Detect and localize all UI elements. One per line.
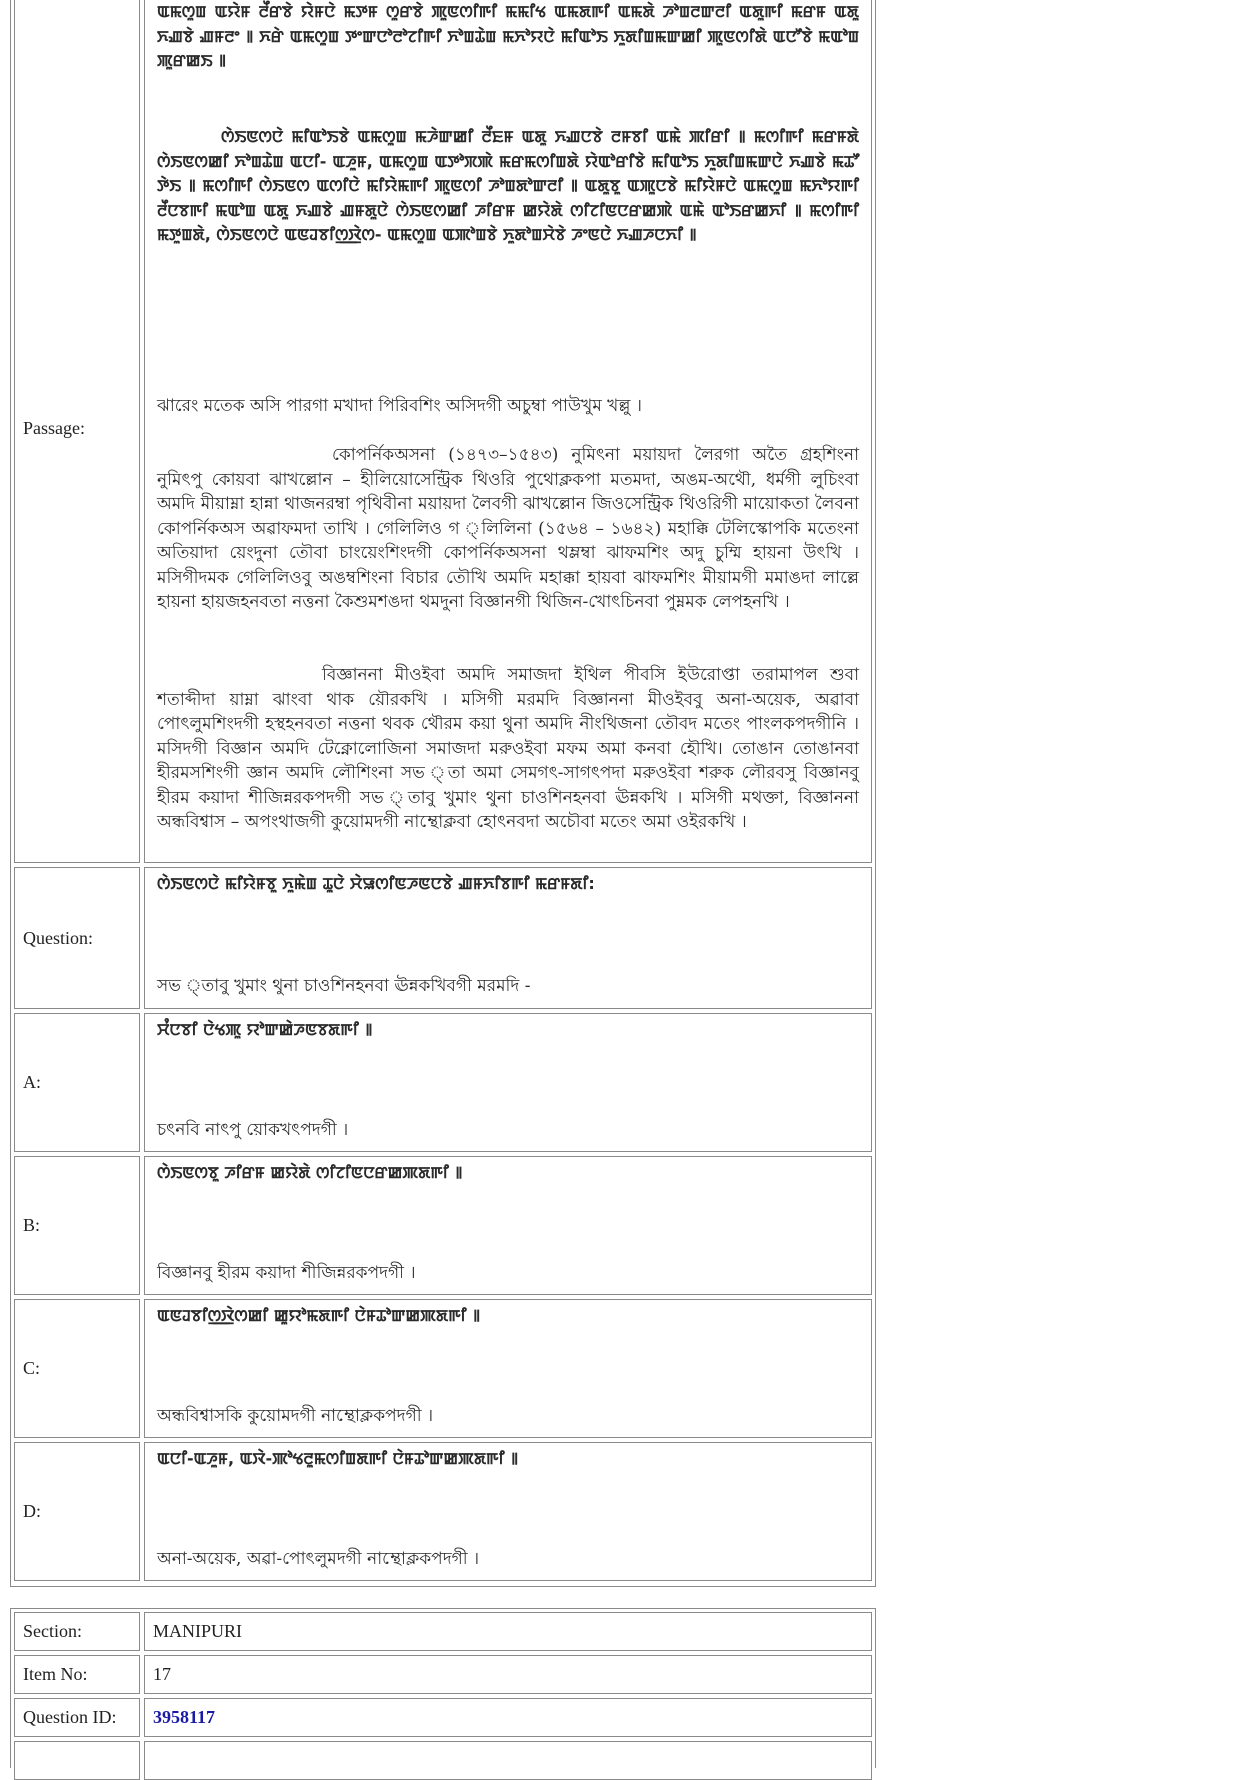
- question-id-row: [14, 1698, 872, 1737]
- question-table: [10, 0, 876, 1587]
- option-c-label: C:: [14, 1299, 140, 1438]
- passage-meetei-paragraph-1: ꯑꯃꯁꯨꯡ ꯑꯌꯥꯝ ꯂꯩꯔꯕꯥ ꯌꯥꯝꯅꯥ ꯃꯇꯝ ꯁꯨꯔꯕꯥ ꯄꯨꯟꯁꯤꯒꯤ ꯃꯃꯤꯠ ꯑꯃꯗꯒꯤ ꯑꯃꯗꯥ ꯍꯣꯡꯂꯛꯂꯤ ꯑꯗꯨꯒꯤ ꯃꯔꯝ ꯑꯗꯨ ꯈꯉꯕꯥ ꯉꯝꯂꯦ ꯫ ꯈꯔꯥ ꯑꯃꯁꯨꯡ ꯇꯦꯛꯅꯣꯂꯣꯖꯤꯒꯤ ꯈꯣꯡꯊꯥꯡ ꯃꯈꯣꯌꯅꯥ ꯃꯤꯑꯣꯏ ꯈꯨꯗꯤꯡꯃꯛꯀꯤ ꯄꯨꯟꯁꯤꯗꯥ ꯑꯅꯧꯕꯥ ꯃꯑꯣꯡ ꯄꯨꯔꯀꯏ ꯫: [157, 2, 859, 70]
- option-row-c: [14, 1299, 872, 1438]
- section-label: Section:: [14, 1612, 140, 1651]
- passage-meetei-paragraph-2: ꯁꯥꯏꯟꯁꯅꯥ ꯃꯤꯑꯣꯏꯕꯥ ꯑꯃꯁꯨꯡ ꯃꯍꯥꯛꯀꯤ ꯂꯩꯐꯝ ꯑꯗꯨ ꯈꯉꯅꯕꯥ ꯂꯝꯕꯤ ꯑꯃꯥ ꯄꯤꯔꯤ ꯫ ꯃꯁꯤꯒꯤ ꯃꯔꯝꯗꯥ ꯁꯥꯏꯟꯁꯀꯤ ꯈꯣꯡꯊꯥꯡ ꯑꯅꯤ- ꯑꯍꯨꯝ, ꯑꯃꯁꯨꯡ ꯑꯇꯣꯞꯄꯥ ꯃꯔꯃꯁꯤꯡꯗꯥ ꯌꯥꯑꯣꯔꯤꯕꯥ ꯃꯤꯑꯣꯏ ꯈꯨꯗꯤꯡꯃꯛꯅꯥ ꯈꯉꯕꯥ ꯃꯊꯧ ꯇꯥꯏ ꯫ ꯃꯁꯤꯒꯤ ꯁꯥꯏꯟꯁ ꯑꯁꯤꯅꯥ ꯃꯤꯌꯥꯃꯒꯤ ꯄꯨꯟꯁꯤ ꯍꯣꯡꯗꯣꯛꯂꯤ ꯫ ꯑꯗꯨꯕꯨ ꯑꯄꯨꯅꯕꯥ ꯃꯤꯌꯥꯝꯅꯥ ꯑꯃꯁꯨꯡ ꯃꯈꯣꯌꯒꯤ ꯂꯩꯅꯕꯒꯤ ꯃꯑꯣꯡ ꯑꯗꯨ ꯈꯉꯕꯥ ꯉꯝꯗꯨꯅꯥ ꯁꯥꯏꯟꯁꯀꯤ ꯍꯤꯔꯝ ꯀꯌꯥꯗꯥ ꯁꯤꯖꯤꯟꯅꯔꯀꯄꯥ ꯑꯃꯥ ꯑꯣꯏꯔꯀꯈꯤ ꯫ ꯃꯁꯤꯒꯤ ꯃꯇꯨꯡꯗꯥ, ꯁꯥꯏꯟꯁꯅꯥ ꯑꯟꯙꯕꯤꯁ꯭ꯋꯥꯁ- ꯑꯃꯁꯨꯡ ꯑꯄꯣꯡꯕꯥ ꯈꯨꯗꯣꯡꯆꯥꯕꯥ ꯍꯦꯟꯅꯥ ꯈꯉꯍꯅꯈꯤ ꯫: [157, 127, 859, 244]
- section-row: [14, 1612, 872, 1651]
- next-row-label: [14, 1741, 140, 1780]
- passage-bengali-paragraph-1: কোপর্নিকঅসনা (১৪৭৩–১৫৪৩) নুমিৎনা ময়ায়দা লৈরগা অতৈ গ্রহশিংনা নুমিৎপু কোয়বা ঝাখল্লোন – হীলিয়োসেন্ট্রিক থিওরি পুথোক্লকপা মতমদা, অঙম-অথৌ, ধর্মগী লুচিংবা অমদি মীয়াম্না হান্না থাজনরম্বা পৃথিবীনা ময়ায়দা লৈবগী ঝাখল্লোন জিওসেন্ট্রিক থিওরিগী মায়োকতা লৈবনা কোপর্নিকঅস অৱাফমদা তাখি । গেলিলিও গ ্লিলিনা (১৫৬৪ – ১৬৪২) মহাক্কি টেলিস্কোপকি মতেংনা অতিয়াদা য়েংদুনা তৌবা চাংয়েংশিংদগী কোপর্নিকঅসনা থম্লম্বা ঝাফমশিং অদু চুম্মি হায়না উৎখি । মসিগীদমক গেলিলিওবু অঙম্বশিংনা বিচার তৌখি অমদি মহাক্কা হায়বা ঝাফমশিং মীয়ামগী মমাঙদা লাল্লে হায়না হায়জহনবতা নত্তনা কৈশুমশঙদা থমদুনা বিজ্ঞানগী থিজিন-খোৎচিনবা পুম্নমক লেপহনখি ।: [157, 445, 859, 612]
- option-row-b: [14, 1156, 872, 1295]
- option-a-meetei-text: ꯆꯪꯅꯕꯤ ꯅꯥꯠꯄꯨ ꯌꯣꯛꯀꯥꯍꯟꯕꯗꯒꯤ ꯫: [157, 1020, 373, 1039]
- next-row-value: [144, 1741, 872, 1780]
- question-id-label: Question ID:: [14, 1698, 140, 1737]
- option-a-bengali-text: চৎনবি নাৎপু য়োকখৎপদগী ।: [157, 1120, 349, 1140]
- item-no-label: Item No:: [14, 1655, 140, 1694]
- question-row: [14, 867, 872, 1009]
- option-a-cell: [144, 1013, 872, 1152]
- item-no-row: [14, 1655, 872, 1694]
- option-d-bengali-text: অনা-অয়েক, অৱা-পোৎলুমদগী নাম্থোক্লকপদগী ।: [157, 1549, 480, 1569]
- question-bengali-text: সভ ্তাবু খুমাং থুনা চাওশিনহনবা ঊন্নকখিবগী মরমদি -: [157, 976, 531, 996]
- option-d-label: D:: [14, 1442, 140, 1581]
- option-row-a: [14, 1013, 872, 1152]
- option-b-cell: [144, 1156, 872, 1295]
- question-id-value: 3958117: [153, 1707, 216, 1727]
- passage-bengali-paragraph-2: বিজ্ঞাননা মীওইবা অমদি সমাজদা ইথিল পীবসি ইউরোপ্তা তরামাপল শুবা শতাব্দীদা য়াম্না ঝাংবা থাক য়ৌরকখি । মসিগী মরমদি বিজ্ঞাননা মীওইববু অনা-অয়েক, অৱাবা পোৎলুমশিংদগী হস্থহনবতা নত্তনা থবক থৌরম কয়া থুনা অমদি নীংথিজনা তৌবদ মতেং পাংলকপদগীনি । মসিদগী বিজ্ঞান অমদি টেক্নোলোজিনা সমাজদা মরুওইবা মফম অমা কনবা হৌখি। তোঙান তোঙানবা হীরমসশিংগী জ্ঞান অমদি লৌশিংনা সভ ্তা অমা সেমগৎ-সাগৎপদা মরুওইবা শরুক লৌরবসু বিজ্ঞানবু হীরম কয়াদা শীজিন্নরকপদগী সভ ্তাবু খুমাং থুনা চাওশিনহনবা ঊন্নকখি । মসিগী মথক্তা, বিজ্ঞাননা অন্ধবিশ্বাস – অপংথাজগী কুয়োমদগী নাম্থোক্লবা হোৎনবদা অচৌবা মতেং অমা ওইরকখি ।: [157, 665, 859, 832]
- option-d-cell: [144, 1442, 872, 1581]
- question-meetei-text: ꯁꯥꯏꯟꯁꯅꯥ ꯃꯤꯌꯥꯝꯕꯨ ꯈꯨꯃꯥꯡ ꯊꯨꯅꯥ ꯆꯥꯎꯁꯤꯟꯍꯟꯅꯕꯥ ꯉꯝꯈꯤꯕꯒꯤ ꯃꯔꯝꯗꯤ:: [157, 874, 595, 893]
- question-label: Question:: [14, 867, 140, 1009]
- option-b-label: B:: [14, 1156, 140, 1295]
- option-b-meetei-text: ꯁꯥꯏꯟꯁꯕꯨ ꯍꯤꯔꯝ ꯀꯌꯥꯗꯥ ꯁꯤꯖꯤꯟꯅꯔꯀꯄꯗꯒꯤ ꯫: [157, 1163, 463, 1182]
- section-value: MANIPURI: [144, 1612, 872, 1651]
- metadata-table: [10, 1608, 876, 1768]
- question-id-cell: [144, 1698, 872, 1737]
- question-cell: [144, 867, 872, 1009]
- option-a-label: A:: [14, 1013, 140, 1152]
- passage-label: Passage:: [14, 0, 140, 863]
- option-b-bengali-text: বিজ্ঞানবু হীরম কয়াদা শীজিন্নরকপদগী ।: [157, 1263, 416, 1283]
- passage-row: [14, 0, 872, 863]
- option-c-meetei-text: ꯑꯟꯙꯕꯤꯁ꯭ꯋꯥꯁꯀꯤ ꯀꯨꯌꯣꯃꯗꯒꯤ ꯅꯥꯝꯊꯣꯛꯀꯄꯗꯒꯤ ꯫: [157, 1306, 481, 1325]
- passage-bengali-intro: ঝারেং মতেক অসি পারগা মখাদা পিরিবশিং অসিদগী অচুম্বা পাউখুম খল্লু ।: [157, 396, 642, 416]
- next-row-partial: [14, 1741, 872, 1780]
- option-c-bengali-text: অন্ধবিশ্বাসকি কুয়োমদগী নাম্থোক্লকপদগী ।: [157, 1406, 434, 1426]
- option-c-cell: [144, 1299, 872, 1438]
- option-row-d: [14, 1442, 872, 1581]
- passage-cell: [144, 0, 872, 863]
- item-no-value: 17: [144, 1655, 872, 1694]
- option-d-meetei-text: ꯑꯅꯤ-ꯑꯍꯨꯝ, ꯑꯋꯥ-ꯄꯣꯠꯂꯨꯃꯁꯤꯡꯗꯒꯤ ꯅꯥꯝꯊꯣꯛꯀꯄꯗꯒꯤ ꯫: [157, 1449, 519, 1468]
